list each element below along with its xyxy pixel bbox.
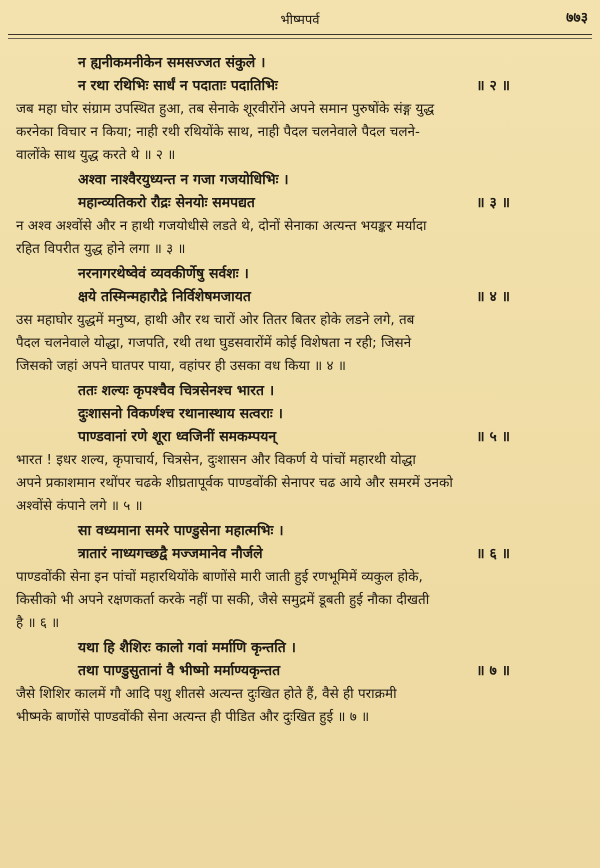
hindi-translation [16,683,588,729]
verse-block [16,520,588,635]
verse-text: न ह्यनीकमनीकेन समसज्जत संकुले । [78,55,266,71]
hindi-translation [16,98,588,167]
sanskrit-verse-line [16,52,588,75]
page-header [0,8,600,30]
sanskrit-verse-line [16,192,588,215]
verse-number: ॥ ४ ॥ [476,289,510,305]
verse-number: ॥ ६ ॥ [476,546,510,562]
verse-block [16,52,588,167]
sanskrit-verse-line [16,660,588,683]
sanskrit-verse-line [16,403,588,426]
sanskrit-verse-line [16,75,588,98]
verse-block [16,380,588,518]
sanskrit-verse-line [16,380,588,403]
verse-block [16,263,588,378]
translation-line: करनेका विचार न किया; नाही रथी रथियोंके साथ, नाही पैदल चलनेवाले पैदल चलने- [16,124,420,140]
translation-line: न अश्व अश्वोंसे और न हाथी गजयोधीसे लडते थे, दोनों सेनाका अत्यन्त भयङ्कर मर्यादा [16,218,427,234]
translation-line: जब महा घोर संग्राम उपस्थित हुआ, तब सेनाके शूरवीरोंने अपने समान पुरुषोंके संङ्ग युद्ध [16,101,435,117]
verse-text: न रथा रथिभिः सार्धं न पदाताः पदातिभिः [78,78,278,94]
sanskrit-verse-line [16,637,588,660]
verse-block [16,637,588,729]
translation-line: भीष्मके बाणोंसे पाण्डवोंकी सेना अत्यन्त ही पीडित और दुःखित हुई ॥ ७ ॥ [16,709,370,725]
sanskrit-verse-line [16,520,588,543]
verse-text: सा वध्यमाना समरे पाण्डुसेना महात्मभिः । [78,523,284,539]
hindi-translation [16,215,588,261]
sanskrit-verse-line [16,169,588,192]
verse-text: दुःशासनो विकर्णश्च रथानास्थाय सत्वराः । [78,406,283,422]
verse-number: ॥ ७ ॥ [476,663,510,679]
header-rule-thin [8,38,592,39]
translation-line: पैदल चलनेवाले योद्धा, गजपति, रथी तथा घुडसवारोंमें कोई विशेषता न रही; जिसने [16,335,412,351]
sanskrit-verse-line [16,543,588,566]
translation-line: है ॥ ६ ॥ [16,615,60,631]
verse-number: ॥ ३ ॥ [476,195,510,211]
verse-text: त्रातारं नाध्यगच्छद्वै मज्जमानेव नौर्जले [78,546,263,562]
sanskrit-verse-line [16,426,588,449]
verse-text: क्षये तस्मिन्महारौद्रे निर्विशेषमजायत [78,289,251,305]
verse-text: नरनागरथेष्वेवं व्यवकीर्णेषु सर्वशः । [78,266,249,282]
verse-text: महान्व्यतिकरो रौद्रः सेनयोः समपद्यत [78,195,255,211]
verse-text: तथा पाण्डुसुतानां वै भीष्मो मर्माण्यकृन्तत [78,663,281,679]
verse-text: ततः शल्यः कृपश्चैव चित्रसेनश्च भारत । [78,383,275,399]
translation-line: भारत ! इधर शल्य, कृपाचार्य, चित्रसेन, दुःशासन और विकर्ण ये पांचों महारथी योद्धा [16,452,416,468]
translation-line: अपने प्रकाशमान रथोंपर चढके शीघ्रतापूर्वक पाण्डवोंकी सेनापर चढ आये और समरमें उनको [16,475,453,491]
verse-text: पाण्डवानां रणे शूरा ध्वजिनीं समकम्पयन् [78,429,277,445]
translation-line: जैसे शिशिर कालमें गौ आदि पशु शीतसे अत्यन्त दुःखित होते हैं, वैसे ही पराक्रमी [16,686,397,702]
translation-line: पाण्डवोंकी सेना इन पांचों महारथियोंके बाणोंसे मारी जाती हुई रणभूमिमें व्यकुल होके, [16,569,423,585]
text-body [16,52,588,731]
verse-number: ॥ २ ॥ [476,78,510,94]
translation-line: किसीको भी अपने रक्षणकर्ता करके नहीं पा सकी, जैसे समुद्रमें डूबती हुई नौका दीखती [16,592,430,608]
translation-line: जिसको जहां अपने घातपर पाया, वहांपर ही उसका वध किया ॥ ४ ॥ [16,358,346,374]
sanskrit-verse-line [16,263,588,286]
translation-line: उस महाघोर युद्धमें मनुष्य, हाथी और रथ चारों ओर तितर बितर होके लडने लगे, तब [16,312,415,328]
verse-block [16,169,588,261]
translation-line: रहित विपरीत युद्ध होने लगा ॥ ३ ॥ [16,241,186,257]
verse-text: यथा हि शैशिरः कालो गवां मर्माणि कृन्तति । [78,640,296,656]
hindi-translation [16,566,588,635]
translation-line: वालोंके साथ युद्ध करते थे ॥ २ ॥ [16,147,176,163]
page-number: ७७३ [566,10,588,26]
verse-number: ॥ ५ ॥ [476,429,510,445]
sanskrit-verse-line [16,286,588,309]
hindi-translation [16,449,588,518]
header-rule [8,34,592,35]
verse-text: अश्वा नाश्वैरयुध्यन्त न गजा गजयोधिभिः । [78,172,289,188]
translation-line: अश्वोंसे कंपाने लगे ॥ ५ ॥ [16,498,143,514]
hindi-translation [16,309,588,378]
running-title: भीष्मपर्व [280,13,320,28]
